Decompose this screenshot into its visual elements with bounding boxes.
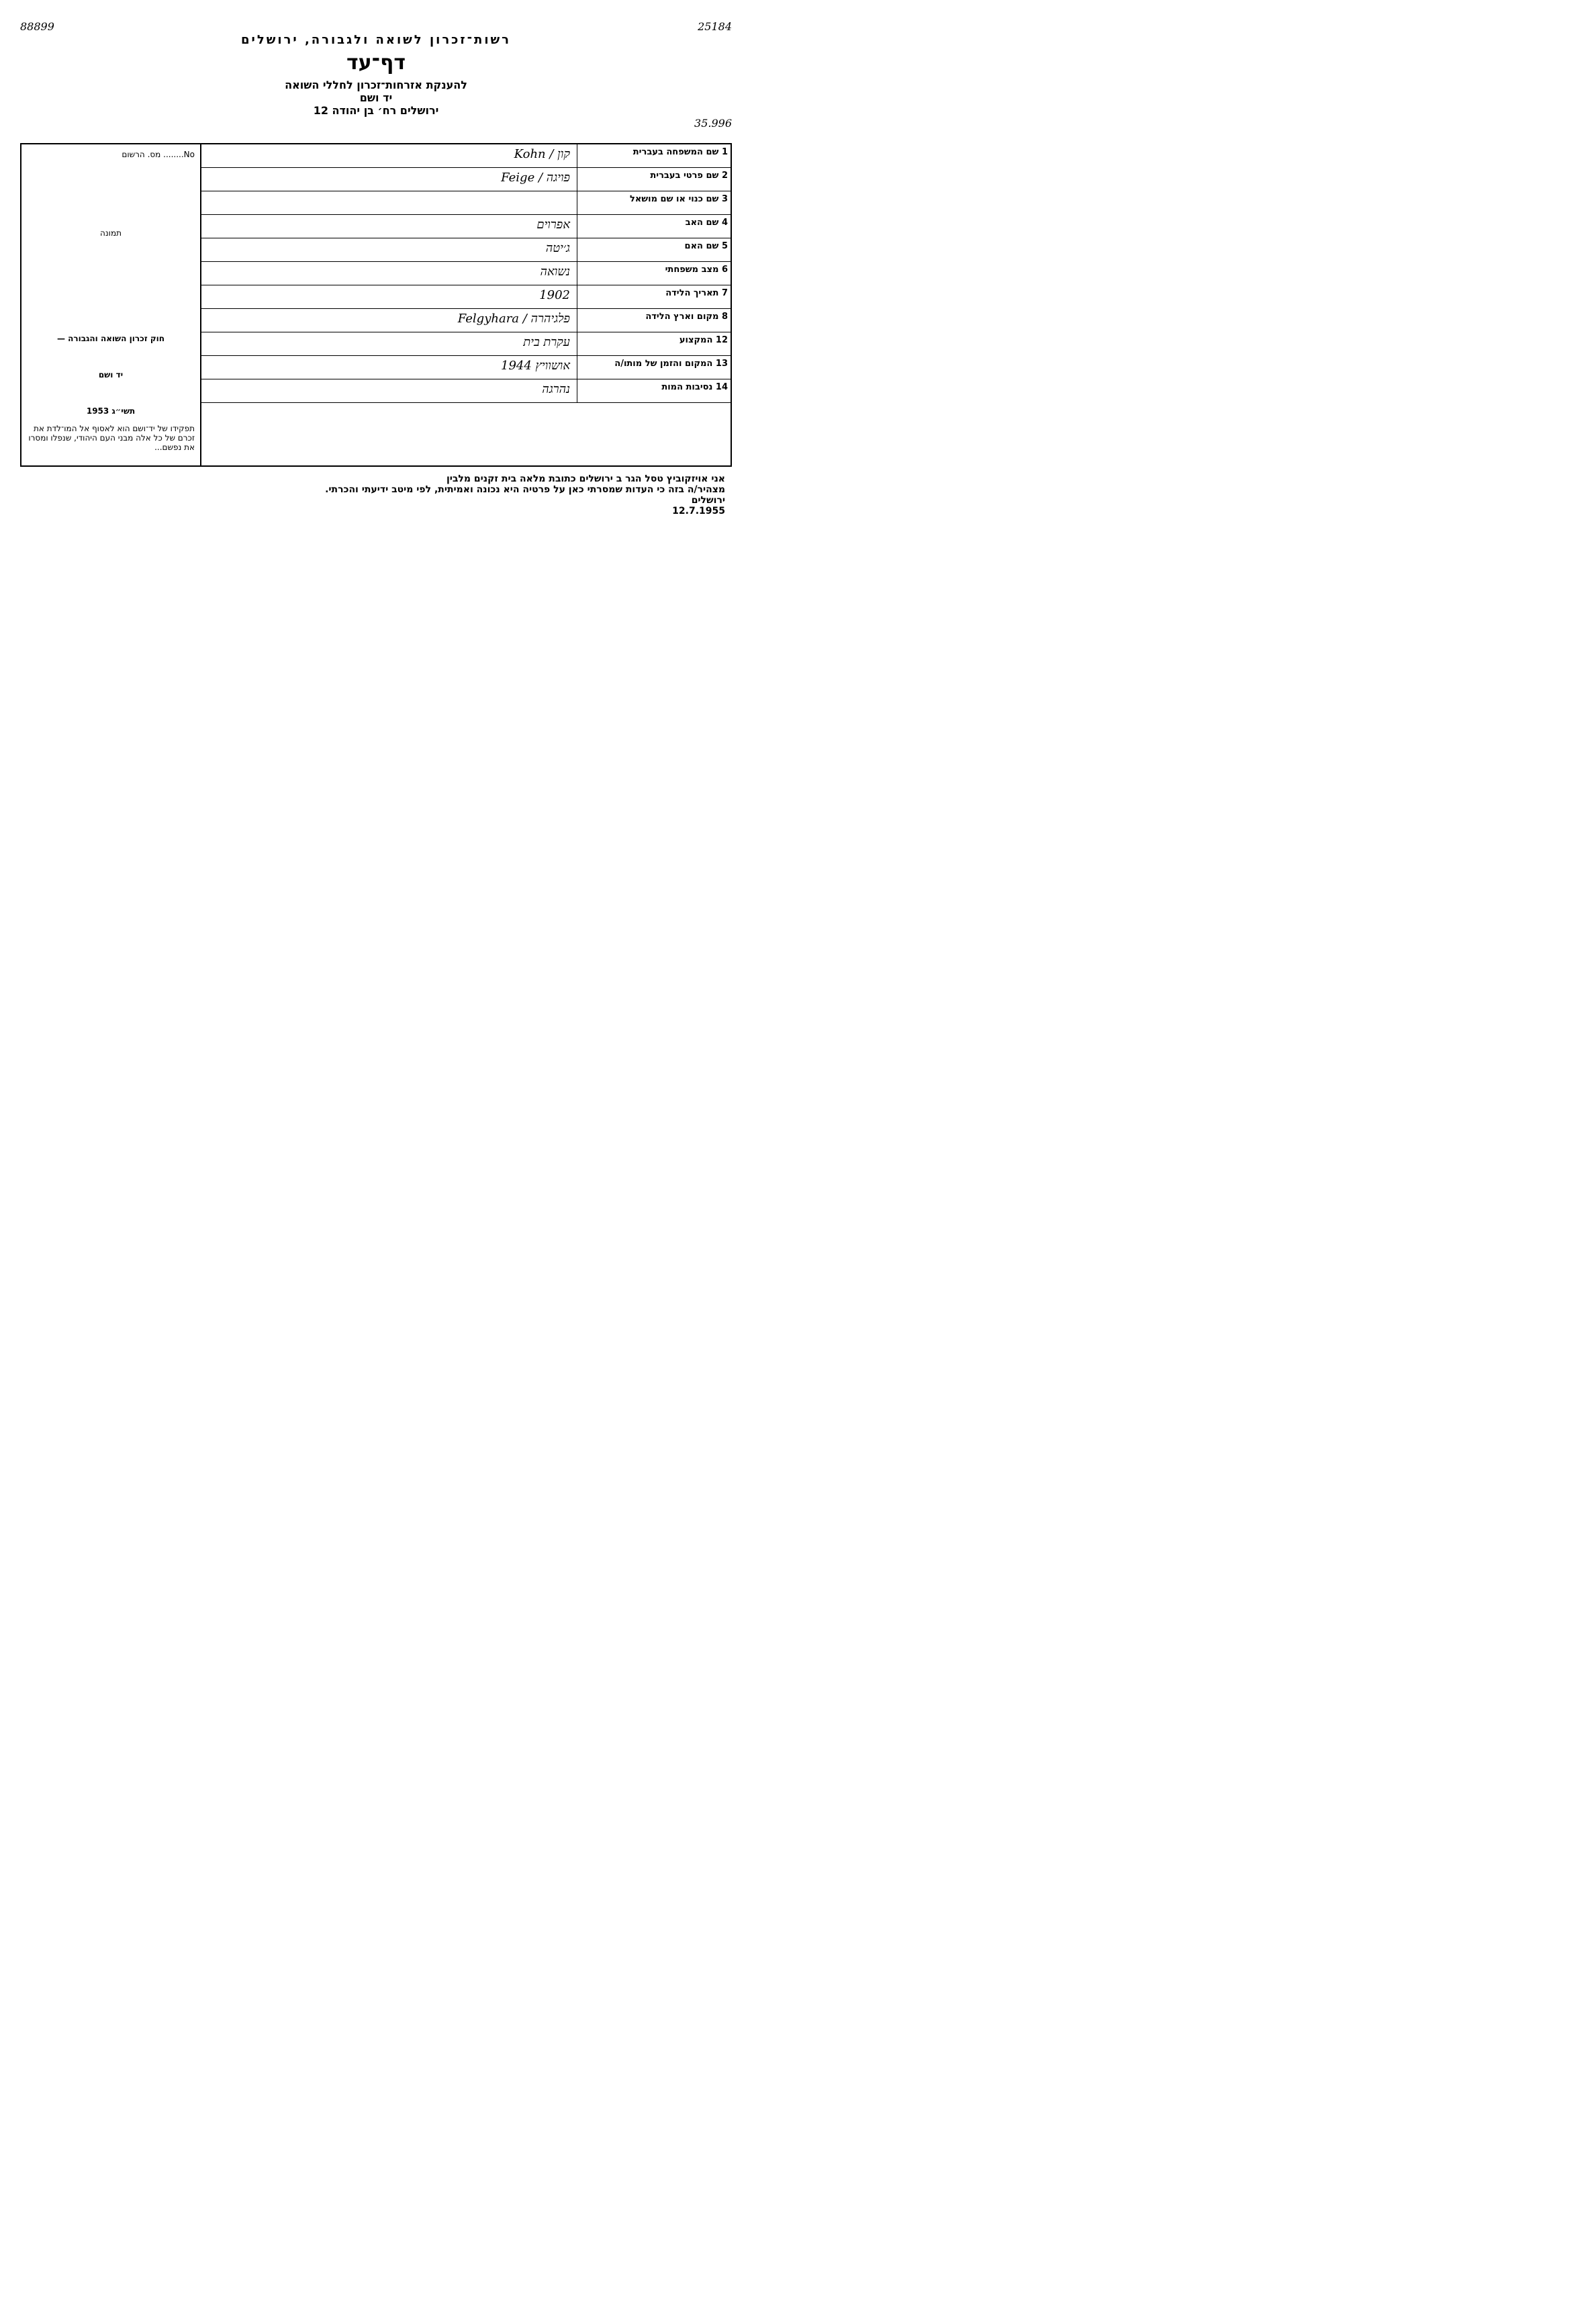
field-value: פויגה / Feige — [501, 171, 570, 185]
field-label: 4 שם האב — [577, 215, 731, 238]
top-num-2: 25184 — [698, 20, 732, 33]
field-value: אושוויץ 1944 — [501, 359, 570, 373]
field-value: נהרגה — [542, 382, 570, 396]
logo: יד ושם — [359, 91, 393, 104]
field-value — [201, 191, 577, 214]
field-value: נשואה — [540, 265, 570, 279]
field-label: 7 תאריך הלידה — [577, 285, 731, 308]
file-number: 35.996 — [694, 117, 732, 130]
field-row — [201, 309, 731, 332]
top-numbers — [20, 20, 732, 33]
field-label: 3 שם כנוי או שם מושאל — [577, 191, 731, 214]
field-row — [201, 356, 731, 379]
law-name: יד ושם — [98, 370, 124, 379]
field-row — [201, 215, 731, 238]
decl-date: 12.7.1955 — [672, 506, 725, 516]
field-row — [201, 144, 731, 168]
reg-no: No........ מס. הרשום — [122, 150, 195, 159]
field-row — [201, 332, 731, 356]
field-value: קון / Kohn — [514, 147, 570, 161]
field-label: 6 מצב משפחתי — [577, 262, 731, 285]
org-name: רשות־זכרון לשואה ולגבורה, ירושלים — [240, 33, 511, 47]
field-row — [201, 191, 731, 215]
field-row — [201, 262, 731, 285]
field-row — [201, 238, 731, 262]
field-row — [201, 379, 731, 403]
decl-line-1: אני אויזקוביץ טסל הגר ב ירושלים כתובת מלאה בית זקנים מלבין — [446, 473, 725, 484]
field-value: עקרת בית — [523, 335, 570, 349]
testimony-page — [0, 0, 752, 1068]
decl-place: ירושלים — [691, 495, 725, 506]
field-label: 8 מקום וארץ הלידה — [577, 309, 731, 332]
form-frame — [20, 143, 732, 467]
top-num-1: 88899 — [20, 20, 54, 33]
field-label: 12 המקצוע — [577, 332, 731, 355]
declaration — [20, 467, 732, 523]
page-title: דף־עד — [346, 51, 406, 75]
field-value: פלגיהרה / Felgyhara — [457, 312, 570, 326]
address: ירושלים רח׳ בן יהודה 12 — [313, 104, 439, 117]
decl-line-2: מצהיר/ה בזה כי העדות שמסרתי כאן על פרטיה היא נכונה ואמיתית, לפי מיטב ידיעתי והכרתי. — [325, 484, 725, 495]
field-label: 5 שם האם — [577, 238, 731, 261]
fields-table — [201, 144, 731, 465]
field-label: 2 שם פרטי בעברית — [577, 168, 731, 191]
left-column — [21, 144, 201, 465]
law-title: חוק זכרון השואה והגבורה — — [56, 334, 165, 343]
field-value: 1902 — [539, 288, 570, 302]
field-label: 13 המקום והזמן של מותו/ה — [577, 356, 731, 379]
field-row — [201, 168, 731, 191]
law-text: תפקידו של יד־ושם הוא לאסוף אל המו־לדת את זכרם של כל אלה מבני העם היהודי, שנפלו ומסרו את נפשם... — [28, 424, 195, 452]
law-year: תשי״ג 1953 — [86, 406, 136, 416]
field-label: 1 שם המשפחה בעברית — [577, 144, 731, 167]
field-value: ג׳יטה — [545, 241, 570, 255]
field-value: אפרוים — [536, 218, 570, 232]
field-row — [201, 285, 731, 309]
photo-box: תמונה — [100, 228, 122, 238]
subtitle: להענקת אזרחות־זכרון לחללי השואה — [285, 79, 467, 91]
field-label: 14 נסיבות המות — [577, 379, 731, 402]
header — [20, 33, 732, 117]
